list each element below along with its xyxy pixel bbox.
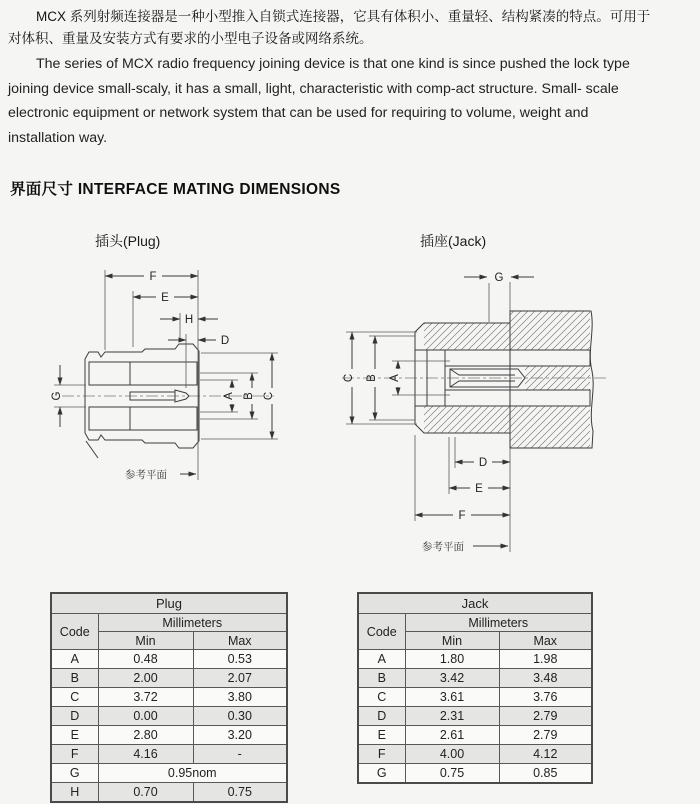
plug-figure-label: 插头(Plug) — [95, 233, 161, 249]
table-row — [51, 669, 287, 688]
table-cell: 4.16 — [98, 745, 193, 764]
table-row — [51, 726, 287, 745]
plug-body — [85, 344, 199, 458]
jack-panel-block — [510, 311, 593, 448]
intro-en-line3: electronic equipment or network system that can be used for requiring to volume, weight and — [8, 105, 589, 121]
table-cell: D — [358, 707, 405, 726]
plug-table-max-header: Max — [193, 632, 287, 650]
plug-break-line — [86, 441, 98, 458]
table-cell: - — [193, 745, 287, 764]
table-cell: 0.53 — [193, 650, 287, 669]
table-cell: 4.12 — [499, 745, 592, 764]
jack-table-unit-header: Millimeters — [405, 614, 592, 632]
jack-dim-label-c: C — [343, 373, 355, 383]
intro-en-line2: joining device small-scaly, it has a small, light, characteristic with comp-act structure. Small- scale — [8, 80, 619, 97]
intro-paragraph-zh — [8, 6, 696, 50]
table-row — [358, 707, 592, 726]
table-cell: A — [358, 650, 405, 669]
jack-ref-plane-label: 参考平面 — [422, 541, 464, 553]
plug-table-unit-header: Millimeters — [98, 614, 287, 632]
jack-table — [357, 592, 593, 784]
jack-table-max-header: Max — [499, 632, 592, 650]
table-cell: 0.70 — [98, 783, 193, 803]
plug-hatch-bottom — [89, 407, 197, 430]
table-cell: 0.30 — [193, 707, 287, 726]
section-heading-zh: 界面尺寸 — [10, 181, 74, 198]
table-cell: C — [51, 688, 98, 707]
table-row — [51, 764, 287, 783]
table-cell: 2.07 — [193, 669, 287, 688]
jack-dim-label-d: D — [478, 457, 488, 469]
table-row — [358, 764, 592, 784]
plug-table-title: Plug — [51, 593, 287, 614]
jack-dielectric-top — [445, 350, 590, 366]
jack-dim-label-a: A — [389, 374, 401, 382]
table-cell: 3.20 — [193, 726, 287, 745]
plug-dim-label-b: B — [243, 392, 255, 400]
table-cell: D — [51, 707, 98, 726]
table-cell: B — [358, 669, 405, 688]
table-cell: 3.48 — [499, 669, 592, 688]
table-cell: 1.80 — [405, 650, 499, 669]
table-cell: 2.00 — [98, 669, 193, 688]
plug-table-min-header: Min — [98, 632, 193, 650]
plug-diagram — [42, 256, 298, 498]
plug-dim-label-d: D — [220, 335, 230, 347]
plug-hatch-top — [89, 362, 197, 385]
plug-ref-plane-label: 参考平面 — [125, 469, 167, 481]
table-cell: A — [51, 650, 98, 669]
table-row — [358, 688, 592, 707]
table-cell: 0.85 — [499, 764, 592, 784]
plug-center-pin — [130, 390, 189, 402]
plug-dim-label-e: E — [161, 292, 169, 304]
intro-paragraph-en — [8, 52, 696, 150]
table-cell: 2.61 — [405, 726, 499, 745]
table-cell: 1.98 — [499, 650, 592, 669]
table-row — [358, 726, 592, 745]
table-cell: 3.42 — [405, 669, 499, 688]
table-cell: 2.79 — [499, 726, 592, 745]
table-row — [51, 745, 287, 764]
table-row — [358, 650, 592, 669]
jack-dim-label-e: E — [475, 483, 483, 495]
table-cell: 0.75 — [193, 783, 287, 803]
table-cell: 3.76 — [499, 688, 592, 707]
plug-dim-label-a: A — [223, 392, 235, 400]
table-cell: 4.00 — [405, 745, 499, 764]
table-cell: C — [358, 688, 405, 707]
table-cell: 2.80 — [98, 726, 193, 745]
table-cell: 0.48 — [98, 650, 193, 669]
table-row — [358, 745, 592, 764]
intro-zh-line2: 对体积、重量及安装方式有要求的小型电子设备或网络系统。 — [8, 31, 373, 46]
table-cell: H — [51, 783, 98, 803]
plug-dim-label-h: H — [184, 314, 194, 326]
table-cell: 3.61 — [405, 688, 499, 707]
jack-table-min-header: Min — [405, 632, 499, 650]
plug-dim-label-g: G — [51, 391, 63, 401]
table-cell: 0.95nom — [98, 764, 287, 783]
table-row — [358, 669, 592, 688]
plug-table-code-header: Code — [51, 614, 98, 650]
plug-dim-label-c: C — [263, 391, 275, 401]
table-cell: E — [51, 726, 98, 745]
table-cell: B — [51, 669, 98, 688]
table-cell: 3.80 — [193, 688, 287, 707]
intro-en-line4: installation way. — [8, 129, 108, 146]
table-row — [51, 783, 287, 803]
table-cell: F — [358, 745, 405, 764]
table-row — [51, 707, 287, 726]
table-cell: 3.72 — [98, 688, 193, 707]
jack-dim-label-f: F — [458, 510, 466, 522]
table-row — [51, 650, 287, 669]
intro-zh-line1: MCX 系列射频连接器是一种小型推入自锁式连接器，它具有体积小、重量轻、结构紧凑的特点。可用于 — [36, 9, 651, 24]
table-cell: 0.75 — [405, 764, 499, 784]
section-heading-en: INTERFACE MATING DIMENSIONS — [77, 181, 341, 198]
jack-dim-label-g: G — [494, 272, 504, 284]
jack-dim-label-b: B — [366, 374, 378, 382]
table-cell: 2.79 — [499, 707, 592, 726]
table-cell: 0.00 — [98, 707, 193, 726]
table-cell: F — [51, 745, 98, 764]
plug-table — [50, 592, 288, 803]
table-cell: G — [51, 764, 98, 783]
jack-diagram — [338, 256, 700, 566]
intro-en-line1: The series of MCX radio frequency joining device is that one kind is since pushed the lock type — [36, 56, 630, 72]
section-heading — [10, 177, 341, 199]
table-cell: 2.31 — [405, 707, 499, 726]
table-row — [51, 688, 287, 707]
table-cell: G — [358, 764, 405, 784]
jack-figure-label: 插座(Jack) — [420, 233, 487, 249]
table-cell: E — [358, 726, 405, 745]
jack-dielectric-bottom — [445, 390, 590, 406]
plug-dim-label-f: F — [149, 271, 157, 283]
jack-table-title: Jack — [358, 593, 592, 614]
jack-table-code-header: Code — [358, 614, 405, 650]
